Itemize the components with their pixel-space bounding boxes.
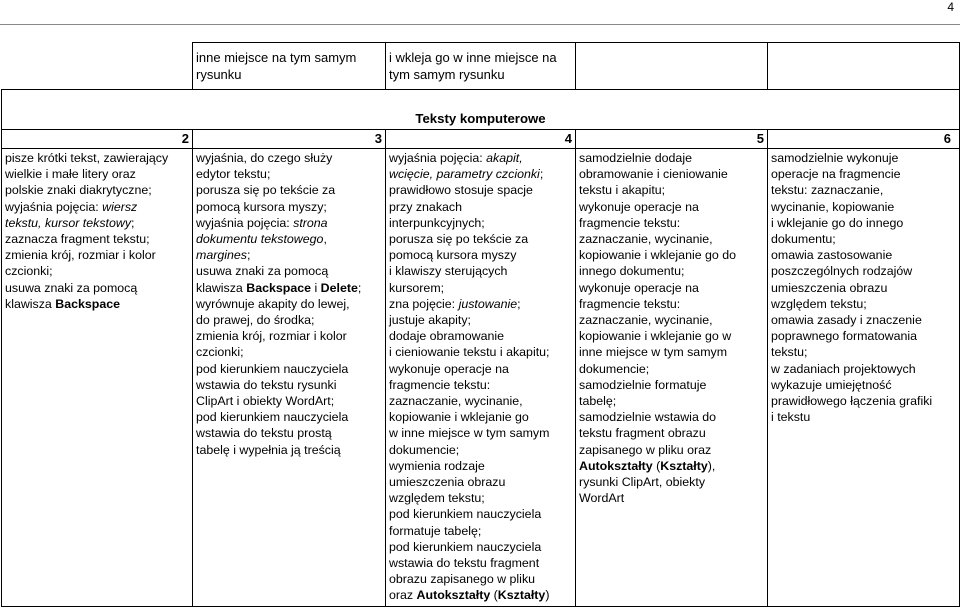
text-segment: samodzielnie wykonuje bbox=[771, 151, 899, 165]
text-segment: samodzielnie dodaje bbox=[579, 151, 692, 165]
text-segment: interpunkcyjnych; bbox=[389, 215, 485, 230]
text-line bbox=[389, 442, 572, 458]
text-line bbox=[5, 280, 189, 296]
text-line bbox=[196, 442, 382, 458]
text-line bbox=[579, 442, 764, 458]
text-line bbox=[196, 263, 382, 279]
text-line bbox=[579, 490, 764, 506]
text-segment: zna pojęcie: bbox=[389, 296, 459, 311]
text-line bbox=[771, 344, 956, 360]
text-line bbox=[389, 166, 572, 182]
text-line bbox=[389, 328, 572, 344]
text-segment: edytor tekstu; bbox=[196, 167, 271, 182]
italic-term: justowanie bbox=[458, 296, 518, 311]
blank-cell bbox=[2, 43, 193, 90]
text-segment: kopiowanie i wklejanie go bbox=[389, 410, 529, 425]
text-line bbox=[579, 474, 764, 490]
text-line bbox=[579, 344, 764, 360]
text-segment: wyjaśnia pojęcia: bbox=[196, 215, 294, 230]
grade-2-cell bbox=[2, 149, 193, 607]
text-segment: ClipArt i obiekty WordArt; bbox=[196, 394, 335, 409]
grade-number: 5 bbox=[576, 130, 768, 149]
text-segment: wykonuje operacje na bbox=[389, 361, 509, 376]
text-segment: pod kierunkiem nauczyciela bbox=[196, 410, 349, 425]
text-segment: zapisanego w pliku oraz bbox=[579, 442, 712, 457]
grade-number: 6 bbox=[768, 130, 960, 149]
text-line bbox=[389, 409, 572, 425]
grade-4-cell bbox=[386, 149, 576, 607]
grade-number: 4 bbox=[386, 130, 576, 149]
text-line bbox=[196, 231, 382, 247]
grade-numbers-row bbox=[2, 130, 960, 149]
italic-term: tekstu, kursor tekstowy bbox=[5, 215, 132, 230]
text-line bbox=[389, 182, 572, 198]
text-line bbox=[771, 199, 956, 215]
text-segment: i cieniowanie tekstu i akapitu; bbox=[389, 345, 550, 360]
page-number: 4 bbox=[947, 0, 954, 14]
text-line bbox=[579, 425, 764, 441]
continuation-cell-6 bbox=[768, 43, 960, 90]
text-line bbox=[389, 247, 572, 263]
text-line bbox=[579, 361, 764, 377]
text-segment: kopiowanie i wklejanie go do bbox=[579, 248, 737, 263]
text-line bbox=[196, 182, 382, 198]
italic-term: margines bbox=[196, 248, 247, 263]
text-line bbox=[196, 393, 382, 409]
continuation-cell-4 bbox=[386, 43, 576, 90]
text-segment: operacje na fragmencie bbox=[771, 167, 901, 182]
text-segment: inne miejsce w tym samym bbox=[579, 345, 728, 360]
text-segment: ; bbox=[131, 215, 135, 230]
text-segment: umieszczenia obrazu bbox=[771, 280, 888, 295]
text-line bbox=[771, 166, 956, 182]
text-line bbox=[196, 377, 382, 393]
text-line bbox=[771, 280, 956, 296]
text-line: tym samym rysunku bbox=[389, 67, 505, 82]
text-line bbox=[196, 280, 382, 296]
grade-6-cell bbox=[768, 149, 960, 607]
text-segment: klawisza bbox=[196, 280, 247, 295]
italic-term: akapit, bbox=[486, 151, 523, 165]
text-line bbox=[196, 296, 382, 312]
text-segment: ; bbox=[357, 280, 362, 295]
text-line bbox=[771, 296, 956, 312]
text-line bbox=[196, 344, 382, 360]
text-line bbox=[5, 263, 189, 279]
text-segment: samodzielnie wstawia do bbox=[579, 410, 717, 425]
text-line bbox=[389, 458, 572, 474]
text-line bbox=[389, 555, 572, 571]
bold-term: Delete bbox=[320, 280, 358, 295]
continuation-cell-5 bbox=[576, 43, 768, 90]
text-segment: i tekstu bbox=[771, 410, 811, 425]
grade-5-cell bbox=[576, 149, 768, 607]
italic-term: wiersz bbox=[102, 199, 138, 214]
text-segment: umieszczenia obrazu bbox=[389, 475, 506, 490]
text-segment: wykazuje umiejętność bbox=[771, 377, 892, 392]
text-segment: wyjaśnia pojęcia: bbox=[389, 151, 487, 165]
text-segment: kopiowanie i wklejanie go w bbox=[579, 329, 732, 344]
text-segment: wstawia do tekstu fragment bbox=[389, 556, 540, 571]
text-line bbox=[771, 182, 956, 198]
requirements-table bbox=[1, 42, 960, 607]
text-line bbox=[579, 215, 764, 231]
text-line bbox=[389, 263, 572, 279]
text-line bbox=[771, 328, 956, 344]
text-segment: prawidłowego łączenia grafiki bbox=[771, 394, 933, 409]
text-line bbox=[389, 215, 572, 231]
text-line bbox=[196, 328, 382, 344]
bold-term: Backspace bbox=[246, 280, 312, 295]
text-segment: justuje akapity; bbox=[389, 313, 471, 328]
text-line bbox=[196, 150, 382, 166]
text-line: inne miejsce na tym samym bbox=[196, 50, 357, 65]
text-line bbox=[579, 409, 764, 425]
text-segment: ( bbox=[490, 588, 498, 603]
text-line bbox=[5, 247, 189, 263]
text-segment: wielkie i małe litery oraz bbox=[5, 167, 136, 182]
text-segment: tekstu i akapitu; bbox=[579, 183, 666, 198]
text-line: i wkleja go w inne miejsce na bbox=[389, 50, 557, 65]
text-segment: fragmencie tekstu: bbox=[579, 215, 681, 230]
bold-term: Autokształty bbox=[579, 458, 653, 473]
text-line bbox=[389, 150, 572, 166]
text-segment: usuwa znaki za pomocą bbox=[5, 280, 138, 295]
section-caption: Teksty komputerowe bbox=[2, 90, 960, 130]
text-segment: usuwa znaki za pomocą bbox=[196, 264, 329, 279]
text-line bbox=[771, 247, 956, 263]
text-line bbox=[771, 231, 956, 247]
text-segment: pod kierunkiem nauczyciela bbox=[389, 507, 542, 522]
text-segment: klawisza bbox=[5, 296, 56, 311]
text-segment: wstawia do tekstu prostą bbox=[196, 426, 332, 441]
grade-3-cell bbox=[193, 149, 386, 607]
text-segment: zmienia krój, rozmiar i kolor bbox=[5, 248, 156, 263]
text-line bbox=[579, 296, 764, 312]
text-segment: tekstu; bbox=[771, 345, 808, 360]
text-segment: , bbox=[323, 232, 327, 247]
text-segment: wstawia do tekstu rysunki bbox=[196, 377, 337, 392]
text-segment: czcionki; bbox=[196, 345, 244, 360]
text-line bbox=[5, 199, 189, 215]
text-segment: zmienia krój, rozmiar i kolor bbox=[196, 329, 347, 344]
text-line bbox=[389, 344, 572, 360]
bold-term: Autokształty bbox=[416, 588, 491, 603]
text-segment: pomocą kursora myszy bbox=[389, 248, 517, 263]
italic-term: wcięcie, parametry czcionki bbox=[389, 167, 540, 182]
text-segment: prawidłowo stosuje spacje bbox=[389, 183, 533, 198]
text-segment: obramowanie i cieniowanie bbox=[579, 167, 728, 182]
text-line bbox=[389, 506, 572, 522]
header-rule bbox=[0, 24, 960, 25]
text-segment: ) bbox=[545, 588, 550, 603]
text-line bbox=[579, 393, 764, 409]
text-line bbox=[579, 458, 764, 474]
section-caption-row bbox=[2, 90, 960, 130]
text-line bbox=[389, 231, 572, 247]
text-segment: tekstu: zaznaczanie, bbox=[771, 183, 884, 198]
text-line bbox=[196, 312, 382, 328]
text-segment: ; bbox=[246, 248, 251, 263]
text-line bbox=[771, 409, 956, 425]
text-line bbox=[196, 199, 382, 215]
text-line: rysunku bbox=[196, 67, 242, 82]
text-segment: oraz bbox=[389, 588, 417, 603]
text-line bbox=[389, 312, 572, 328]
text-segment: rysunki ClipArt, obiekty bbox=[579, 475, 706, 490]
text-segment: polskie znaki diakrytyczne; bbox=[5, 183, 152, 198]
grade-number: 3 bbox=[193, 130, 386, 149]
text-line bbox=[771, 215, 956, 231]
text-line bbox=[389, 296, 572, 312]
text-segment: pomocą kursora myszy; bbox=[196, 199, 327, 214]
text-segment: i bbox=[311, 280, 321, 295]
text-line bbox=[771, 263, 956, 279]
text-line bbox=[389, 571, 572, 587]
text-segment: wykonuje operacje na bbox=[579, 280, 699, 295]
text-line bbox=[579, 150, 764, 166]
text-segment: wycinanie, kopiowanie bbox=[771, 199, 895, 214]
text-line bbox=[389, 523, 572, 539]
text-line bbox=[389, 425, 572, 441]
italic-term: dokumentu tekstowego bbox=[196, 232, 324, 247]
text-segment: i wklejanie go do innego bbox=[771, 215, 904, 230]
text-segment: i klawiszy sterujących bbox=[389, 264, 508, 279]
text-segment: poszczególnych rodzajów bbox=[771, 264, 913, 279]
text-segment: wymienia rodzaje bbox=[389, 458, 485, 473]
text-segment: dokumencie; bbox=[579, 361, 650, 376]
text-line bbox=[5, 166, 189, 182]
text-segment: wyrównuje akapity do lewej, bbox=[196, 296, 350, 311]
text-segment: formatuje tabelę; bbox=[389, 523, 482, 538]
text-segment: ( bbox=[652, 458, 661, 473]
text-line bbox=[5, 215, 189, 231]
text-line bbox=[771, 393, 956, 409]
text-segment: względem tekstu; bbox=[389, 491, 485, 506]
text-segment: tabelę i wypełnia ją treścią bbox=[196, 442, 341, 457]
text-segment: innego dokumentu; bbox=[579, 264, 685, 279]
text-segment: ; bbox=[539, 167, 544, 182]
text-segment: dodaje obramowanie bbox=[389, 329, 505, 344]
text-segment: tekstu fragment obrazu bbox=[579, 426, 706, 441]
text-line bbox=[579, 328, 764, 344]
text-segment: w inne miejsce w tym samym bbox=[389, 426, 550, 441]
continuation-cell-3 bbox=[193, 43, 386, 90]
text-segment: pod kierunkiem nauczyciela bbox=[196, 361, 349, 376]
text-segment: poprawnego formatowania bbox=[771, 329, 918, 344]
text-segment: wyjaśnia, do czego służy bbox=[196, 151, 333, 165]
continuation-row bbox=[2, 43, 960, 90]
text-segment: do prawej, do środka; bbox=[196, 313, 315, 328]
text-line bbox=[771, 377, 956, 393]
text-segment: porusza się po tekście za bbox=[389, 232, 529, 247]
bold-term: Backspace bbox=[55, 296, 121, 311]
text-line bbox=[389, 199, 572, 215]
text-segment: zaznaczanie, wycinanie, bbox=[579, 232, 713, 247]
text-line bbox=[196, 409, 382, 425]
requirements-row bbox=[2, 149, 960, 607]
text-segment: dokumentu; bbox=[771, 232, 836, 247]
text-segment: samodzielnie formatuje bbox=[579, 377, 707, 392]
text-line bbox=[771, 150, 956, 166]
text-line bbox=[389, 393, 572, 409]
text-segment: dokumencie; bbox=[389, 442, 460, 457]
text-line bbox=[389, 490, 572, 506]
text-line bbox=[579, 247, 764, 263]
text-line bbox=[389, 587, 572, 603]
text-segment: omawia zastosowanie bbox=[771, 248, 893, 263]
bold-term: Kształty bbox=[497, 588, 546, 603]
text-line bbox=[389, 539, 572, 555]
text-segment: tabelę; bbox=[579, 394, 617, 409]
text-segment: wykonuje operacje na bbox=[579, 199, 699, 214]
text-line bbox=[771, 361, 956, 377]
text-line bbox=[389, 474, 572, 490]
text-line bbox=[579, 231, 764, 247]
text-segment: zaznacza fragment tekstu; bbox=[5, 232, 150, 247]
text-line bbox=[579, 199, 764, 215]
text-line bbox=[771, 312, 956, 328]
text-line bbox=[196, 361, 382, 377]
text-segment: wyjaśnia pojęcia: bbox=[5, 199, 103, 214]
text-segment: ), bbox=[707, 458, 716, 473]
text-line bbox=[196, 215, 382, 231]
text-line bbox=[579, 312, 764, 328]
text-segment: ; bbox=[517, 296, 521, 311]
text-line bbox=[5, 231, 189, 247]
text-line bbox=[579, 377, 764, 393]
text-line bbox=[196, 247, 382, 263]
text-segment: kursorem; bbox=[389, 280, 445, 295]
text-segment: WordArt bbox=[579, 491, 625, 506]
text-segment: względem tekstu; bbox=[771, 296, 867, 311]
text-line bbox=[579, 280, 764, 296]
text-line bbox=[5, 296, 189, 312]
text-segment: w zadaniach projektowych bbox=[771, 361, 916, 376]
text-line bbox=[5, 150, 189, 166]
text-line bbox=[579, 166, 764, 182]
text-segment: zaznaczanie, wycinanie, bbox=[389, 394, 523, 409]
text-segment: fragmencie tekstu: bbox=[579, 296, 681, 311]
text-segment: przy znakach bbox=[389, 199, 463, 214]
text-line bbox=[579, 182, 764, 198]
bold-term: Kształty bbox=[660, 458, 708, 473]
text-segment: pisze krótki tekst, zawierający bbox=[5, 151, 169, 165]
text-segment: czcionki; bbox=[5, 264, 53, 279]
grade-number: 2 bbox=[2, 130, 193, 149]
text-line bbox=[5, 182, 189, 198]
text-segment: omawia zasady i znaczenie bbox=[771, 313, 922, 328]
text-line bbox=[196, 166, 382, 182]
text-line bbox=[389, 377, 572, 393]
text-line bbox=[196, 425, 382, 441]
text-segment: porusza się po tekście za bbox=[196, 183, 336, 198]
text-segment: fragmencie tekstu: bbox=[389, 377, 491, 392]
text-segment: pod kierunkiem nauczyciela bbox=[389, 539, 542, 554]
italic-term: strona bbox=[293, 215, 328, 230]
text-line bbox=[389, 280, 572, 296]
text-segment: zaznaczanie, wycinanie, bbox=[579, 313, 713, 328]
text-line bbox=[579, 263, 764, 279]
text-line bbox=[389, 361, 572, 377]
text-segment: obrazu zapisanego w pliku bbox=[389, 572, 536, 587]
